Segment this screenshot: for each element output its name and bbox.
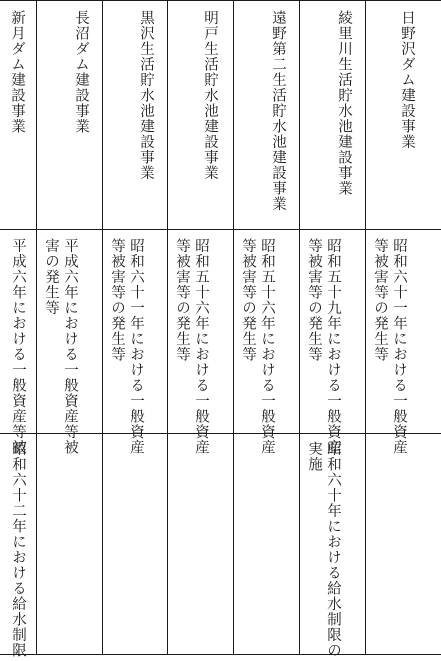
damage-occurrence: 昭和五十九年における一般資産 等被害等の発生等 bbox=[306, 238, 341, 455]
column-divider bbox=[36, 229, 37, 655]
column-divider bbox=[167, 0, 168, 230]
damage-occurrence: 昭和六十一年における一般資産 等被害等の発生等 bbox=[109, 238, 144, 455]
top-rule bbox=[0, 0, 441, 1]
column-divider bbox=[299, 229, 300, 655]
section-divider-1 bbox=[0, 229, 441, 230]
column-divider bbox=[102, 229, 103, 655]
column-divider bbox=[36, 0, 37, 230]
damage-occurrence: 平成六年における一般資産等被 bbox=[10, 238, 26, 455]
damage-occurrence: 昭和五十六年における一般資産 等被害等の発生等 bbox=[240, 238, 275, 455]
project-name: 黒沢生活貯水池建設事業 bbox=[138, 10, 154, 181]
column-divider bbox=[233, 229, 234, 655]
water-restriction: 昭和六十二年における給水制限 bbox=[10, 441, 26, 658]
column-divider bbox=[167, 229, 168, 655]
project-name: 新月ダム建設事業 bbox=[9, 10, 25, 134]
project-name: 長沼ダム建設事業 bbox=[73, 10, 89, 134]
project-name: 明戸生活貯水池建設事業 bbox=[202, 10, 218, 181]
project-name: 日野沢ダム建設事業 bbox=[399, 10, 415, 150]
project-name: 遠野第二生活貯水池建設事業 bbox=[270, 10, 286, 212]
column-divider bbox=[102, 0, 103, 230]
damage-occurrence: 昭和五十六年における一般資産 等被害等の発生等 bbox=[174, 238, 209, 455]
project-name: 綾里川生活貯水池建設事業 bbox=[336, 10, 352, 196]
bottom-rule bbox=[0, 654, 441, 655]
column-divider bbox=[365, 229, 366, 655]
water-restriction: 昭和六十年における給水制限の 実施 bbox=[306, 441, 341, 658]
column-divider bbox=[233, 0, 234, 230]
damage-occurrence: 昭和六十一年における一般資産 等被害等の発生等 bbox=[372, 238, 407, 455]
damage-occurrence: 平成六年における一般資産等被 害の発生等 bbox=[43, 238, 78, 455]
column-divider bbox=[365, 0, 366, 230]
column-divider bbox=[299, 0, 300, 230]
